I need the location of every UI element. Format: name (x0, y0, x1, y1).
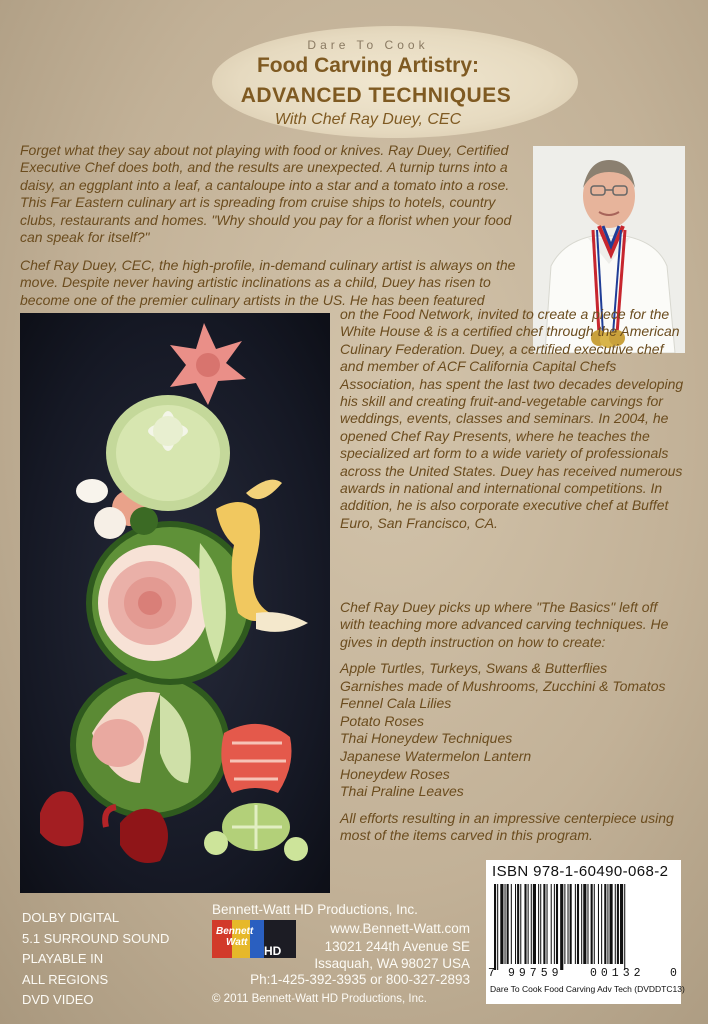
barcode-bar (528, 884, 529, 964)
barcode-bar (515, 884, 516, 964)
barcode-bar (577, 884, 579, 964)
barcode-bar (575, 884, 576, 964)
barcode-bar (520, 884, 521, 964)
barcode-bar (583, 884, 586, 964)
publisher-phone: Ph:1-425-392-3935 or 800-327-2893 (250, 972, 470, 987)
barcode-group-right: 00132 (590, 967, 645, 980)
barcode-bar (554, 884, 555, 964)
barcode-caption: Dare To Cook Food Carving Adv Tech (DVDDTC13) (490, 984, 685, 994)
barcode-bar (591, 884, 593, 964)
intro-paragraph: Forget what they say about not playing with food or knives. Ray Duey, Certified Executive Chef does both, and the results are unexpected. A turnip turns into a daisy, an eggplant into a leaf, a cantaloupe into a star and a tomato into a rose. This Far Eastern culinary art is spreading from cruise ships to hotels, country clubs, restaurants and homes. "Why should you pay for a florist when your food can speak for itself?" (20, 142, 512, 246)
series-name: Dare To Cook (307, 38, 429, 52)
closing-paragraph: All efforts resulting in an impressive centerpiece using most of the items carved in this program. (340, 810, 674, 844)
barcode-bar (617, 884, 619, 964)
barcode-bar (568, 884, 569, 964)
carving-centerpiece-photo (20, 313, 330, 893)
barcode-bar (517, 884, 519, 964)
barcode-group-left: 99759 (508, 967, 563, 980)
isbn-barcode (486, 860, 685, 1004)
barcode-bar (538, 884, 539, 964)
barcode-bar (533, 884, 536, 964)
publisher-website: www.Bennett-Watt.com (330, 921, 470, 936)
isbn-number: ISBN 978-1-60490-068-2 (492, 863, 669, 880)
barcode-bar (556, 884, 558, 964)
barcode-bar (624, 884, 625, 970)
barcode-bar (511, 884, 512, 964)
barcode-bar (581, 884, 582, 964)
list-item: Japanese Watermelon Lantern (340, 747, 532, 764)
bio-paragraph-continued: on the Food Network, invited to create a piece for the White House & is a certified chef through the American Culinary Federation. Duey, a certified executive chef and member of ACF California Capital Chefs Association, has spent the last two decades developing his skill and creating fruit-and-vegetable carvings for weddings, events, classes and seminars. In 2004, he opened Chef Ray Presents, where he teaches the specialized art form to a wide variety of professionals across the United States. Duey has received numerous awards in national and international competitions. In addition, he is also corporate executive chef at Buffet Euro, San Francisco, CA. (340, 306, 684, 531)
barcode-bar (505, 884, 506, 964)
barcode-bar (494, 884, 496, 970)
bio-paragraph-start: Chef Ray Duey, CEC, the high-profile, in-demand culinary artist is always on the move. Despite never having artistic inclinations as a child, Duey has risen to become one of the premier culinary artists in the US. He has been featured (20, 257, 516, 308)
bennett-watt-logo (212, 920, 296, 958)
list-item: Thai Honeydew Techniques (340, 730, 513, 747)
svg-text:Bennett: Bennett (216, 926, 254, 937)
feature-regions: ALL REGIONS (22, 971, 109, 987)
barcode-bar (610, 884, 613, 964)
publisher-address (298, 920, 470, 973)
barcode-bar (607, 884, 608, 964)
list-item: Potato Roses (340, 712, 425, 729)
feature-dolby: DOLBY DIGITAL (22, 910, 120, 925)
feature-surround: 5.1 SURROUND SOUND (22, 930, 170, 946)
list-item: Apple Turtles, Turkeys, Swans & Butterflies (340, 660, 608, 676)
barcode-bar (601, 884, 602, 964)
barcode-bar (500, 884, 503, 964)
title-line-2: ADVANCED TECHNIQUES (240, 84, 512, 107)
barcode-bar (560, 884, 563, 970)
barcode-digit-left: 7 (488, 967, 495, 980)
barcode-bar (570, 884, 572, 964)
copyright: © 2011 Bennett-Watt HD Productions, Inc. (212, 993, 427, 1005)
subtitle: With Chef Ray Duey, CEC (274, 111, 462, 128)
barcode-bar (594, 884, 595, 964)
barcode-bars (492, 884, 675, 970)
barcode-bar (547, 884, 548, 964)
list-item: Honeydew Roses (340, 765, 450, 782)
dvd-features (22, 908, 207, 1011)
barcode-bar (615, 884, 616, 964)
feature-playable: PLAYABLE IN (22, 951, 104, 966)
title-line-1: Food Carving Artistry: (256, 54, 480, 77)
lead-in-paragraph: Chef Ray Duey picks up where "The Basics" left off with teaching more advanced carving techniques. He gives in depth instruction on how to create: (340, 599, 669, 650)
barcode-bar (620, 884, 623, 964)
publisher-street: 13021 244th Avenue SE (324, 938, 470, 954)
svg-text:Watt: Watt (226, 937, 248, 948)
barcode-bar (543, 884, 545, 964)
publisher-name: Bennett-Watt HD Productions, Inc. (212, 902, 418, 917)
barcode-bar (540, 884, 541, 964)
barcode-bar (604, 884, 606, 964)
barcode-bar (497, 884, 498, 970)
techniques-list (340, 660, 685, 801)
barcode-bar (531, 884, 532, 964)
list-item: Thai Praline Leaves (340, 783, 464, 800)
svg-text:HD: HD (264, 944, 282, 958)
barcode-bar (507, 884, 509, 964)
list-item: Fennel Cala Lilies (340, 695, 452, 712)
list-item: Garnishes made of Mushrooms, Zucchini & Tomatos (340, 677, 666, 694)
barcode-digit-right: 0 (670, 967, 677, 980)
barcode-bar (524, 884, 526, 964)
barcode-bar (564, 884, 565, 964)
publisher-city: Issaquah, WA 98027 USA (314, 956, 470, 971)
barcode-bar (551, 884, 552, 964)
barcode-bar (587, 884, 588, 964)
feature-dvd-video: DVD VIDEO (22, 992, 94, 1007)
barcode-bar (598, 884, 599, 964)
